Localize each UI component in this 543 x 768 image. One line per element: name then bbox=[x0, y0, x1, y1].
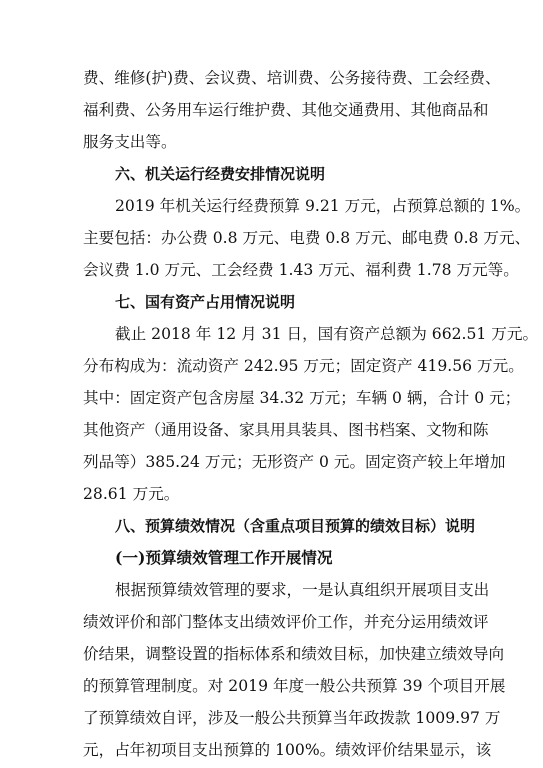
paragraph-line: 其中：固定资产包含房屋 34.32 万元；车辆 0 辆，合计 0 元； bbox=[83, 389, 521, 407]
paragraph-line: 服务支出等。 bbox=[83, 133, 177, 151]
paragraph-line: 的预算管理制度。对 2019 年度一般公共预算 39 个项目开展 bbox=[83, 677, 506, 695]
section-heading-6: 六、机关运行经费安排情况说明 bbox=[115, 165, 326, 183]
paragraph-line: 价结果，调整设置的指标体系和绩效目标，加快建立绩效导向 bbox=[83, 645, 505, 663]
section-heading-7: 七、国有资产占用情况说明 bbox=[115, 293, 296, 311]
paragraph-line: 分布构成为：流动资产 242.95 万元；固定资产 419.56 万元。 bbox=[83, 357, 524, 375]
paragraph-line: 绩效评价和部门整体支出绩效评价工作，并充分运用绩效评 bbox=[83, 613, 489, 631]
paragraph-line: 根据预算绩效管理的要求，一是认真组织开展项目支出 bbox=[115, 581, 490, 599]
paragraph-line: 2019 年机关运行经费预算 9.21 万元，占预算总额的 1%。 bbox=[115, 197, 531, 215]
paragraph-line: 列品等）385.24 万元；无形资产 0 元。固定资产较上年增加 bbox=[83, 453, 506, 471]
paragraph-line: 了预算绩效自评，涉及一般公共预算当年政拨款 1009.97 万 bbox=[83, 709, 501, 727]
subsection-heading-1: (一)预算绩效管理工作开展情况 bbox=[115, 548, 333, 567]
paragraph-line: 费、维修(护)费、会议费、培训费、公务接待费、工会经费、 bbox=[83, 69, 501, 87]
paragraph-line: 其他资产（通用设备、家具用具装具、图书档案、文物和陈 bbox=[83, 421, 489, 439]
paragraph-line: 28.61 万元。 bbox=[83, 485, 180, 503]
paragraph-line: 福利费、公务用车运行维护费、其他交通费用、其他商品和 bbox=[83, 101, 489, 119]
section-heading-8: 八、预算绩效情况（含重点项目预算的绩效目标）说明 bbox=[115, 517, 476, 535]
paragraph-line: 截止 2018 年 12 月 31 日，国有资产总额为 662.51 万元。 bbox=[115, 325, 539, 343]
paragraph-line: 主要包括：办公费 0.8 万元、电费 0.8 万元、邮电费 0.8 万元、 bbox=[83, 229, 531, 247]
paragraph-line: 元，占年初项目支出预算的 100%。绩效评价结果显示，该 bbox=[83, 741, 492, 759]
paragraph-line: 会议费 1.0 万元、工会经费 1.43 万元、福利费 1.78 万元等。 bbox=[83, 261, 519, 279]
